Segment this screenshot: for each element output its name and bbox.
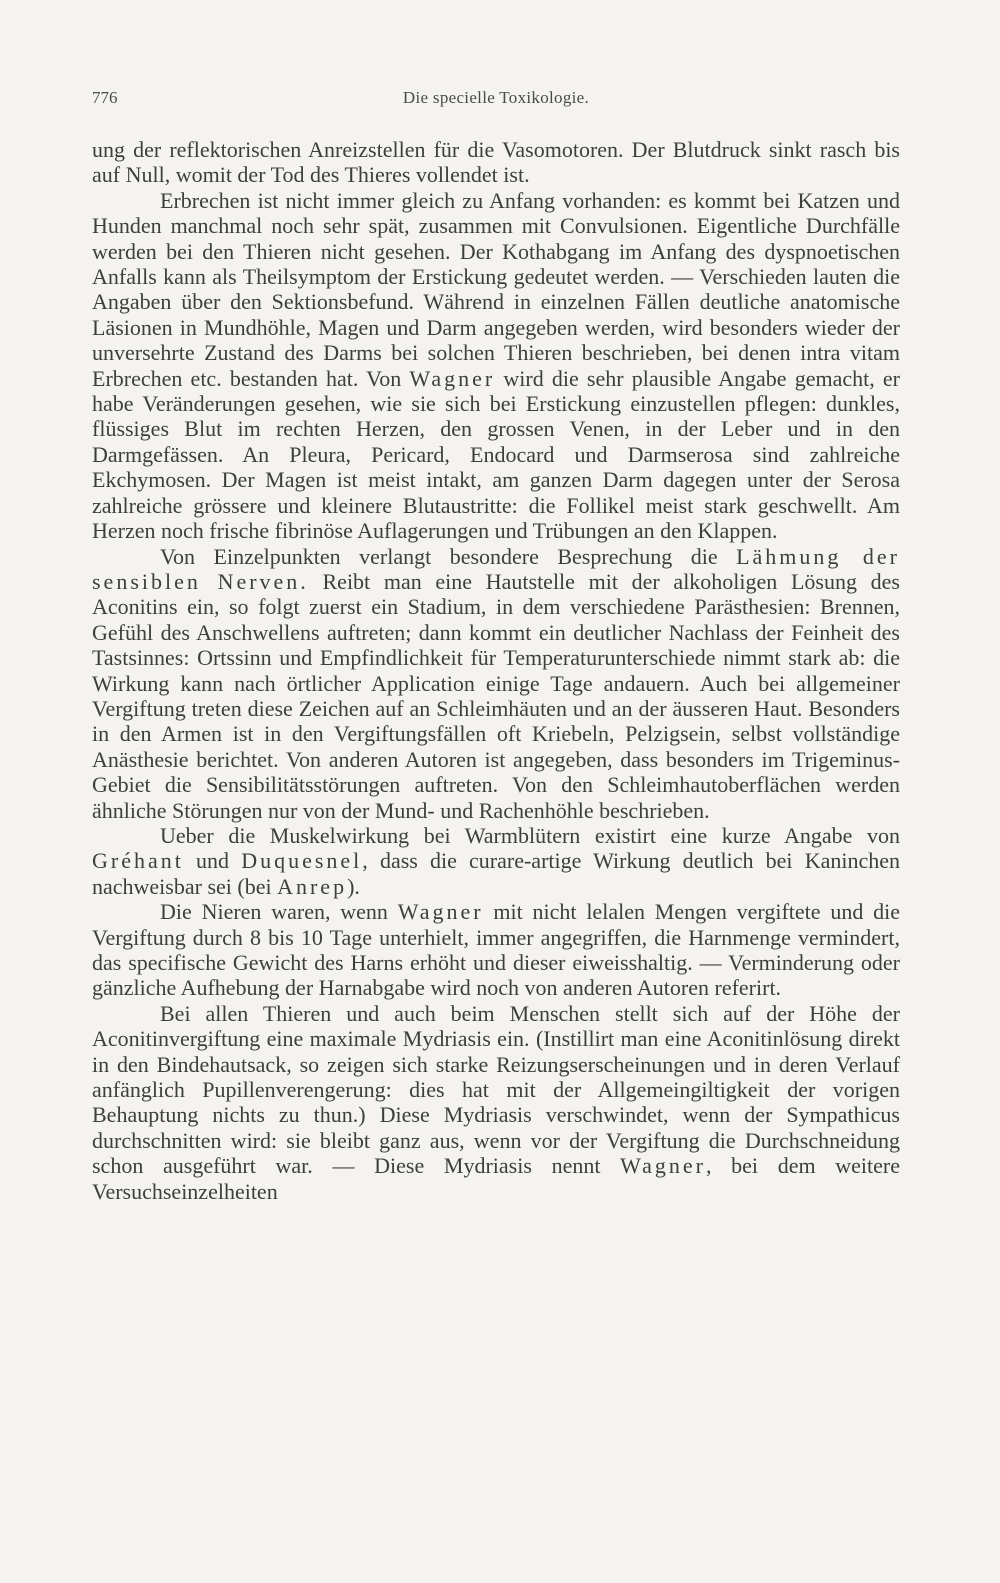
emphasized-name: Lähmung der sensiblen Nerven. [92, 543, 900, 594]
paragraph [92, 823, 900, 899]
running-title: Die specielle Toxikologie. [402, 88, 590, 107]
text-segment: Ueber die Muskelwirkung bei Warmblütern existirt eine kurze Angabe von [160, 822, 900, 848]
emphasized-name: Wagner [397, 899, 484, 925]
paragraph [92, 137, 900, 188]
body-text [92, 137, 900, 1204]
text-segment: Von Einzelpunkten verlangt besondere Besprechung die [160, 543, 737, 569]
page-number: 776 [92, 88, 118, 107]
paragraph [92, 188, 900, 544]
text-segment: , dass die curare-artige Wirkung deutlich bei Kaninchen nachweisbar sei (bei [92, 848, 900, 899]
text-segment: Reibt man eine Hautstelle mit der alkoholigen Lösung des Aconitins ein, so folgt zuerst ein Stadium, in dem verschiedene Parästhesien: Brennen, Gefühl des Anschwellens auftreten; dann kommt ein deutlicher Nachlass der Feinheit des Tastsinnes: Ortssinn und Empfindlichkeit für Temperaturunterschiede nimmt stark ab: die Wirkung kann nach örtlicher Application einige Tage andauern. Auch bei allgemeiner Vergiftung treten diese Zeichen auf an Schleimhäuten und an der äusseren Haut. Besonders in den Armen ist in den Vergiftungsfällen oft Kriebeln, Pelzigsein, selbst vollständige Anästhesie berichtet. Von anderen Autoren ist angegeben, dass besonders im Trigeminus-Gebiet die Sensibilitätsstörungen auftreten. Von den Schleimhautoberflächen werden ähnliche Störungen nur von der Mund- und Rachenhöhle beschrieben. [92, 568, 900, 823]
paragraph [92, 544, 900, 823]
text-segment: und [183, 848, 242, 874]
emphasized-name: Duquesnel [241, 848, 363, 874]
emphasized-name: Wagner [409, 365, 496, 391]
text-segment: ung der reflektorischen Anreizstellen für die Vasomotoren. Der Blutdruck sinkt rasch bis auf Null, womit der Tod des Thieres vollendet ist. [92, 137, 900, 188]
text-segment: Bei allen Thieren und auch beim Menschen stellt sich auf der Höhe der Aconitinvergiftung eine maximale Mydriasis ein. (Instillirt man eine Aconitinlösung direkt in den Bindehautsack, so zeigen sich starke Reizungserscheinungen und in deren Verlauf anfänglich Pupillenverengerung: dies hat mit der Allgemeingiltigkeit der vorigen Behauptung nichts zu thun.) Diese Mydriasis verschwindet, wenn der Sympathicus durchschnitten wird: sie bleibt ganz aus, wenn vor der Vergiftung die Durchschneidung schon ausgeführt war. — Diese Mydriasis nennt [92, 1000, 900, 1179]
text-segment: Erbrechen ist nicht immer gleich zu Anfang vorhanden: es kommt bei Katzen und Hunden manchmal noch sehr spät, zusammen mit Convulsionen. Eigentliche Durchfälle werden bei den Thieren nicht gesehen. Der Kothabgang im Anfang des dyspnoetischen Anfalls kann als Theilsymptom der Erstickung gedeutet werden. — Verschieden lauten die Angaben über den Sektionsbefund. Während in einzelnen Fällen deutliche anatomische Läsionen in Mundhöhle, Magen und Darm angegeben werden, wird besonders wieder der unversehrte Zustand des Darms bei solchen Thieren beschrieben, bei denen intra vitam Erbrechen etc. bestanden hat. Von [92, 187, 900, 391]
text-segment: Die Nieren waren, wenn [160, 899, 398, 925]
text-segment: wird die sehr plausible Angabe gemacht, er habe Veränderungen gesehen, wie sie sich bei Erstickung einzustellen pflegen: dunkles, flüssiges Blut im rechten Herzen, den grossen Venen, in der Leber und in den Darmgefässen. An Pleura, Pericard, Endocard und Darmserosa sind zahlreiche Ekchymosen. Der Magen ist meist intakt, am ganzen Darm dagegen unter der Serosa zahlreiche grössere und kleinere Blutaustritte: die Follikel meist stark geschwellt. Am Herzen noch frische fibrinöse Auflagerungen und Trübungen an den Klappen. [92, 365, 900, 544]
emphasized-name: Wagner [620, 1153, 706, 1179]
page-header [92, 88, 900, 112]
paragraph [92, 899, 900, 1001]
text-segment: ). [347, 873, 360, 899]
text-segment: mit nicht lelalen Mengen vergiftete und die Vergiftung durch 8 bis 10 Tage unterhielt, immer angegriffen, die Harnmenge vermindert, das specifische Gewicht des Harns erhöht und dieser eiweisshaltig. — Verminderung oder gänzliche Aufhebung der Harnabgabe wird noch von anderen Autoren referirt. [92, 899, 901, 1001]
paragraph [92, 1001, 900, 1204]
emphasized-name: Anrep [277, 873, 348, 899]
emphasized-name: Gréhant [92, 848, 184, 874]
text-segment: , bei dem weitere Versuchseinzelheiten [92, 1153, 900, 1204]
